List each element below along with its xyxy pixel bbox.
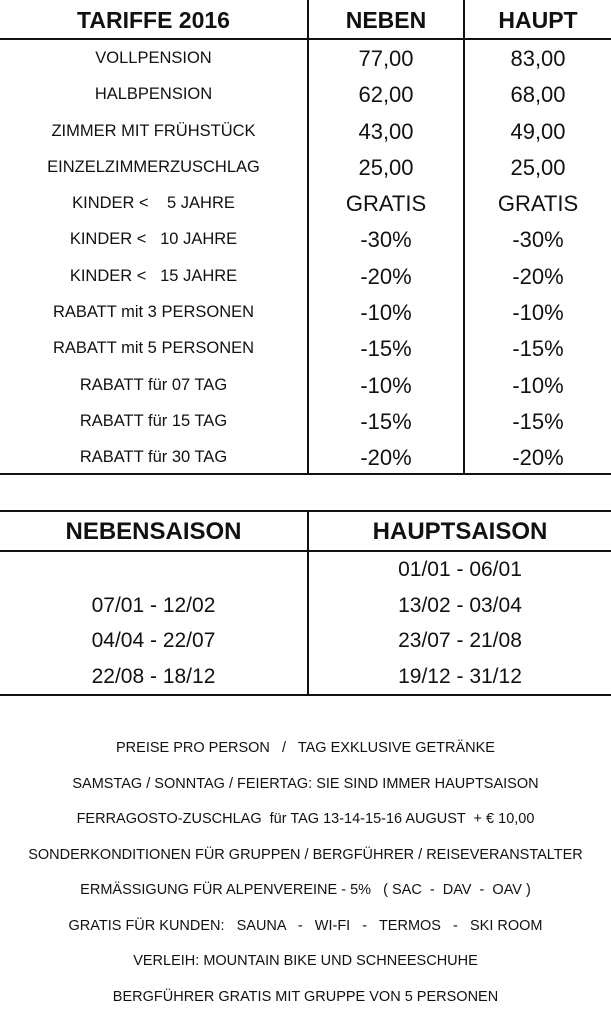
table-row (0, 185, 611, 221)
rate-neben: -10% (360, 300, 412, 326)
rate-neben: GRATIS (345, 191, 427, 217)
note-line: BERGFÜHRER GRATIS MIT GRUPPE VON 5 PERSONEN (112, 988, 499, 1005)
table-row (0, 149, 611, 185)
rate-neben: -30% (360, 227, 412, 253)
rate-haupt: 49,00 (510, 118, 566, 144)
table-row (0, 294, 611, 330)
date-range (0, 552, 307, 588)
rate-neben: 25,00 (358, 154, 414, 180)
table-row (0, 258, 611, 294)
date-range: 22/08 - 18/12 (91, 664, 216, 688)
table-row (0, 221, 611, 257)
table-row (0, 403, 611, 439)
date-range: 19/12 - 31/12 (398, 664, 522, 688)
rates-header-neben: NEBEN (345, 7, 427, 33)
rate-haupt: -10% (512, 372, 564, 398)
rate-label: HALBPENSION (94, 85, 213, 104)
rate-haupt: GRATIS (497, 191, 579, 217)
header-divider (0, 38, 611, 40)
rate-label: VOLLPENSION (95, 49, 212, 67)
rate-neben: -15% (360, 408, 412, 434)
rate-haupt: 83,00 (510, 46, 566, 71)
rate-haupt: -15% (512, 336, 564, 362)
rate-haupt: -15% (512, 408, 564, 434)
note-line: SAMSTAG / SONNTAG / FEIERTAG: SIE SIND IMMER HAUPTSAISON (72, 775, 539, 792)
nebensaison-dates (0, 552, 307, 694)
date-range: 23/07 - 21/08 (398, 629, 522, 652)
note-line: VERLEIH: MOUNTAIN BIKE UND SCHNEESCHUHE (133, 953, 478, 969)
rate-label: RABATT mit 5 PERSONEN (52, 339, 255, 358)
rate-haupt: -30% (512, 227, 564, 253)
notes-list (0, 730, 611, 1014)
column-divider (463, 0, 465, 475)
table-row (0, 40, 611, 76)
rate-label: KINDER < 15 JAHRE (69, 266, 238, 285)
rate-neben: 62,00 (358, 82, 414, 108)
season-header-nebensaison: NEBENSAISON (65, 518, 242, 545)
rate-label: RABATT mit 3 PERSONEN (52, 303, 255, 322)
rates-header-haupt: HAUPT (498, 7, 578, 33)
table-row (0, 330, 611, 366)
note-line: PREISE PRO PERSON / TAG EXKLUSIVE GETRÄNKE (116, 740, 495, 756)
rate-haupt: -20% (512, 445, 564, 471)
rate-haupt: -20% (512, 263, 564, 289)
table-row (0, 439, 611, 475)
date-range: 13/02 - 03/04 (398, 593, 522, 617)
rate-label: EINZELZIMMERZUSCHLAG (47, 157, 260, 176)
rate-label: KINDER < 5 JAHRE (72, 194, 235, 213)
table-bottom-border (0, 473, 611, 475)
rate-neben: -10% (360, 372, 412, 398)
rate-haupt: 68,00 (510, 82, 566, 108)
rate-neben: 77,00 (358, 46, 414, 71)
rate-haupt: 25,00 (510, 154, 566, 180)
rate-label: RABATT für 15 TAG (79, 411, 228, 430)
date-range: 01/01 - 06/01 (398, 558, 522, 581)
rate-label: KINDER < 10 JAHRE (69, 230, 238, 249)
rate-neben: -20% (360, 445, 412, 471)
rate-neben: -20% (360, 263, 412, 289)
seasons-table (0, 510, 611, 696)
table-row (0, 113, 611, 149)
date-range: 04/04 - 22/07 (91, 629, 216, 652)
rate-label: ZIMMER MIT FRÜHSTÜCK (51, 121, 256, 140)
column-divider (307, 0, 309, 475)
note-line: ERMÄSSIGUNG FÜR ALPENVEREINE - 5% ( SAC - DAV - OAV ) (80, 882, 531, 898)
rates-rows (0, 40, 611, 476)
rate-label: RABATT für 07 TAG (79, 375, 228, 394)
hauptsaison-dates (309, 552, 611, 694)
rate-label: RABATT für 30 TAG (79, 448, 228, 467)
note-line: GRATIS FÜR KUNDEN: SAUNA - WI-FI - TERMOS - SKI ROOM (68, 917, 543, 934)
note-line: FERRAGOSTO-ZUSCHLAG für TAG 13-14-15-16 AUGUST + € 10,00 (76, 811, 535, 827)
table-bottom-border (0, 694, 611, 696)
table-row (0, 367, 611, 403)
rate-neben: -15% (360, 336, 412, 362)
rates-header-title: TARIFFE 2016 (77, 7, 230, 33)
rate-neben: 43,00 (358, 118, 414, 144)
rate-haupt: -10% (512, 300, 564, 326)
date-range: 07/01 - 12/02 (91, 593, 216, 617)
note-line: SONDERKONDITIONEN FÜR GRUPPEN / BERGFÜHRER / REISEVERANSTALTER (28, 846, 583, 863)
season-header-hauptsaison: HAUPTSAISON (372, 518, 548, 545)
table-row (0, 76, 611, 112)
